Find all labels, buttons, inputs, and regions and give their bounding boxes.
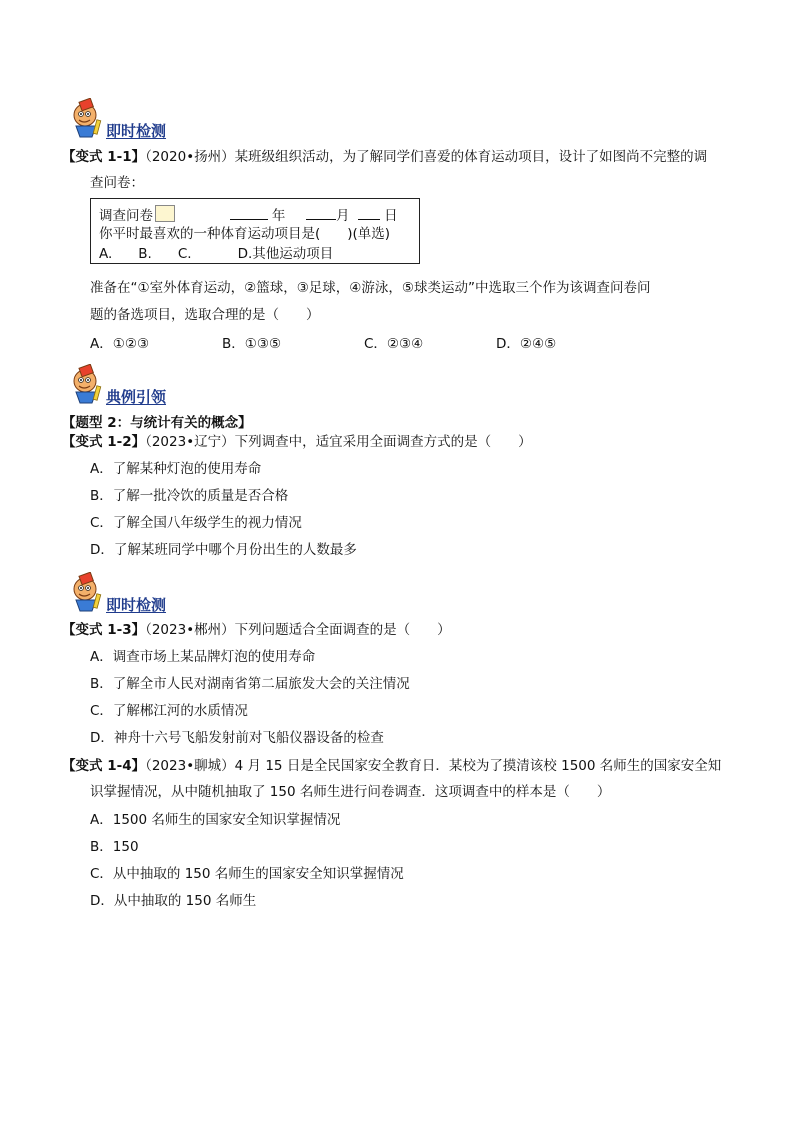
question-4-option-d: D．从中抽取的 150 名师生 (90, 893, 257, 909)
question-2-option-a: A．了解某种灯泡的使用寿命 (90, 461, 262, 477)
question-1-option-a: A．①②③ (90, 336, 150, 352)
survey-form-header-row: 调查问卷 年 月 日 (99, 205, 398, 225)
survey-form-question: 你平时最喜欢的一种体育运动项目是( )(单选) (99, 226, 391, 242)
question-3-option-d: D．神舟十六号飞船发射前对飞船仪器设备的检查 (90, 730, 384, 746)
question-4-option-a: A．1500 名师生的国家安全知识掌握情况 (90, 812, 341, 828)
section-title-instant-check: 即时检测 (106, 122, 167, 140)
question-1-option-b: B．①③⑤ (222, 336, 282, 352)
year-blank (230, 206, 268, 220)
question-1-text-2: 题的备选项目，选取合理的是（ ） (90, 307, 320, 323)
day-blank (358, 206, 380, 220)
question-2-option-b: B．了解一批冷饮的质量是否合格 (90, 488, 289, 504)
survey-number-box (155, 205, 175, 222)
question-1-line-1: 【变式 1-1】（2020•扬州）某班级组织活动，为了解同学们喜爱的体育运动项目，设计了如图尚不完整的调 (62, 149, 708, 165)
section-title-instant-check-2: 即时检测 (106, 596, 167, 614)
question-2-option-d: D．了解某班同学中哪个月份出生的人数最多 (90, 542, 357, 558)
pencil-mascot-icon (70, 98, 104, 138)
question-3-option-c: C．了解郴江河的水质情况 (90, 703, 248, 719)
survey-form-options: A. B. C. D.其他运动项目 (99, 246, 334, 262)
question-4-line-1: 【变式 1-4】（2023•聊城）4 月 15 日是全民国家安全教育日．某校为了摸清该校 1500 名师生的国家安全知 (62, 758, 722, 774)
question-3-option-a: A．调查市场上某品牌灯泡的使用寿命 (90, 649, 316, 665)
question-4-option-b: B．150 (90, 839, 139, 855)
month-blank (306, 206, 336, 220)
question-type-label: 【题型 2：与统计有关的概念】 (62, 415, 252, 431)
question-4-option-c: C．从中抽取的 150 名师生的国家安全知识掌握情况 (90, 866, 404, 882)
question-1-option-c: C．②③④ (364, 336, 424, 352)
survey-form-box (90, 198, 420, 264)
question-4-line-2: 识掌握情况，从中随机抽取了 150 名师生进行问卷调查．这项调查中的样本是（ ） (90, 784, 611, 800)
question-2-option-c: C．了解全国八年级学生的视力情况 (90, 515, 302, 531)
pencil-mascot-icon (70, 364, 104, 404)
question-1-text-1: 准备在“①室外体育运动，②篮球，③足球，④游泳，⑤球类运动”中选取三个作为该调查问卷问 (90, 280, 651, 296)
pencil-mascot-icon (70, 572, 104, 612)
question-1-option-d: D．②④⑤ (496, 336, 557, 352)
question-3-option-b: B．了解全市人民对湖南省第二届旅发大会的关注情况 (90, 676, 410, 692)
question-2-stem: 【变式 1-2】（2023•辽宁）下列调查中，适宜采用全面调查方式的是（ ） (62, 434, 532, 450)
section-title-example: 典例引领 (106, 388, 167, 406)
question-3-stem: 【变式 1-3】（2023•郴州）下列问题适合全面调查的是（ ） (62, 622, 451, 638)
question-1-line-2: 查问卷： (90, 175, 144, 191)
